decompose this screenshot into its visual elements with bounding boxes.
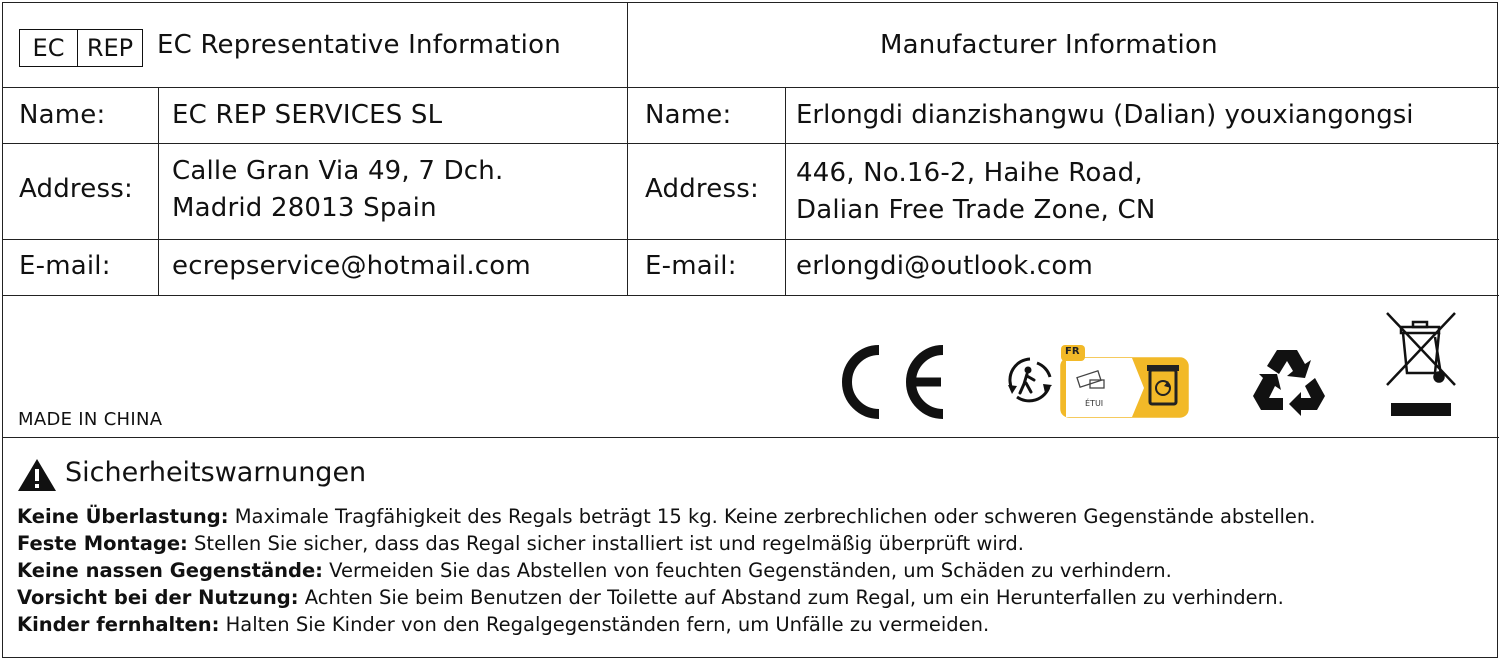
warning-label: Kinder fernhalten: (17, 613, 220, 636)
warning-text: Vermeiden Sie das Abstellen von feuchten Gegenständen, um Schäden zu verhindern. (322, 559, 1172, 582)
label-sheet (2, 2, 1498, 658)
ec-address-line2: Madrid 28013 Spain (172, 193, 437, 223)
ec-rep-symbol (19, 29, 143, 67)
made-in-label: MADE IN CHINA (18, 409, 163, 430)
warnings-list (17, 503, 1315, 638)
warning-icon (17, 458, 57, 492)
mfr-name-value: Erlongdi dianzishangwu (Dalian) youxiangongsi (796, 100, 1414, 130)
warning-label: Feste Montage: (17, 532, 188, 555)
warning-item (17, 503, 1315, 530)
ec-rep-title: EC Representative Information (157, 30, 561, 60)
warning-item (17, 584, 1315, 611)
warning-label: Keine nassen Gegenstände: (17, 559, 323, 582)
sorting-info-panel (1060, 344, 1190, 418)
manufacturer-title: Manufacturer Information (880, 30, 1218, 60)
divider (3, 143, 1499, 144)
mfr-email-value: erlongdi@outlook.com (796, 251, 1093, 281)
divider (158, 87, 159, 295)
ec-address-label: Address: (19, 174, 133, 204)
warning-text: Stellen Sie sicher, dass das Regal sicher installiert ist und regelmäßig überprüft wird. (187, 532, 1024, 555)
warning-text: Achten Sie beim Benutzen der Toilette auf Abstand zum Regal, um ein Herunterfallen zu verhindern. (298, 586, 1284, 609)
triman-item-label: ÉTUI (1085, 399, 1104, 408)
mfr-address-line1: 446, No.16-2, Haihe Road, (796, 158, 1143, 188)
warning-label: Vorsicht bei der Nutzung: (17, 586, 299, 609)
rep-symbol-label: REP (86, 34, 134, 62)
mfr-email-label: E-mail: (645, 251, 737, 281)
warning-label: Keine Überlastung: (17, 505, 229, 528)
warnings-title: Sicherheitswarnungen (65, 457, 367, 488)
divider (3, 87, 1499, 88)
recycling-icon (1249, 344, 1329, 420)
triman-fr-tag: FR (1065, 346, 1080, 357)
mfr-address-label: Address: (645, 174, 759, 204)
ec-name-label: Name: (19, 100, 106, 130)
ec-name-value: EC REP SERVICES SL (172, 100, 443, 130)
ec-symbol-label: EC (20, 30, 78, 66)
ce-mark-icon (841, 344, 949, 420)
divider (3, 295, 1499, 296)
warning-item (17, 611, 1315, 638)
mfr-name-label: Name: (645, 100, 732, 130)
warning-text: Maximale Tragfähigkeit des Regals beträgt 15 kg. Keine zerbrechlichen oder schweren Gegenstände abstellen. (228, 505, 1316, 528)
crossed-bin-icon (1383, 311, 1459, 417)
triman-icon (1005, 355, 1055, 405)
divider (627, 3, 628, 295)
ec-email-value: ecrepservice@hotmail.com (172, 251, 531, 281)
divider (785, 87, 786, 295)
warning-text: Halten Sie Kinder von den Regalgegenständen fern, um Unfälle zu vermeiden. (219, 613, 990, 636)
ec-email-label: E-mail: (19, 251, 111, 281)
ec-address-line1: Calle Gran Via 49, 7 Dch. (172, 156, 504, 186)
warning-item (17, 530, 1315, 557)
mfr-address-line2: Dalian Free Trade Zone, CN (796, 195, 1156, 225)
divider (3, 437, 1499, 438)
divider (3, 239, 1499, 240)
warning-item (17, 557, 1315, 584)
